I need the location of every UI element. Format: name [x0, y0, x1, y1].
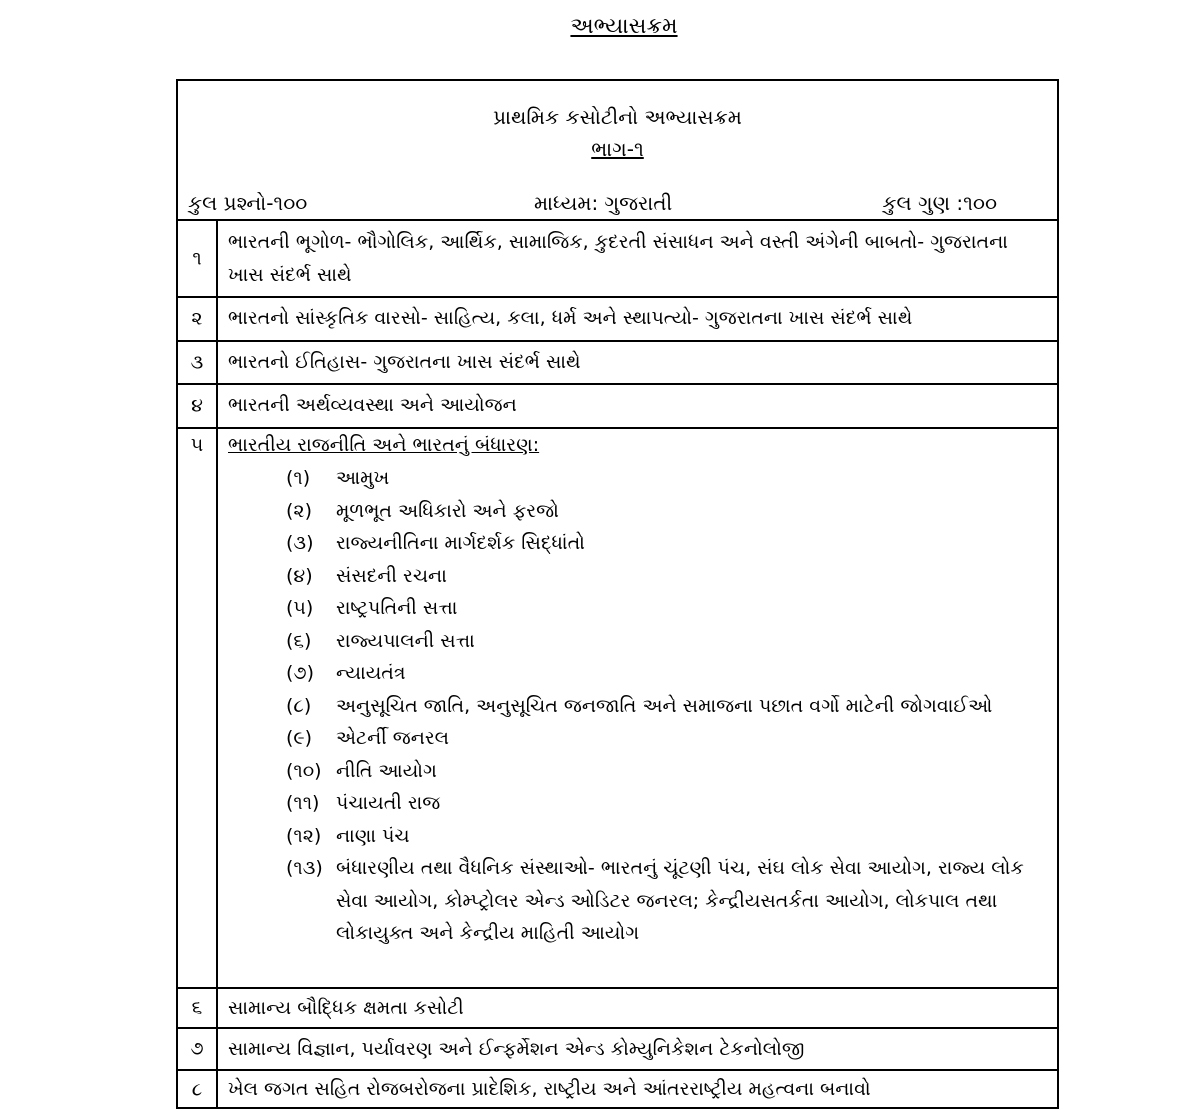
row-text: ભારતનો સાંસ્કૃતિક વારસો- સાહિત્ય, કલા, ધર્મ અને સ્થાપત્યો- ગુજરાતના ખાસ સંદર્ભ સાથે [228, 307, 913, 329]
list-marker: (૬) [286, 629, 312, 652]
row-text: સામાન્ય વિજ્ઞાન, પર્યાવરણ અને ઈન્ફર્મેશન એન્ડ કોમ્યુનિકેશન ટેકનોલોજી [228, 1038, 805, 1060]
syllabus-table [176, 79, 1059, 1109]
list-text: એટર્ની જનરલ [336, 727, 450, 749]
table-row [178, 298, 1057, 342]
list-text: મૂળભૂત અધિકારો અને ફરજો [336, 499, 559, 522]
list-text: રાજ્યપાલની સત્તા [336, 629, 475, 652]
row-number: ૧ [178, 221, 218, 296]
table-row [178, 385, 1057, 429]
row-number: ૫ [178, 429, 218, 987]
list-marker: (૫) [286, 597, 314, 619]
medium: માધ્યમ: ગુજરાતી [534, 191, 673, 215]
list-text: રાષ્ટ્રપતિની સત્તા [336, 597, 458, 619]
table-row [178, 221, 1057, 298]
table-row [178, 1029, 1057, 1071]
table-row [178, 989, 1057, 1029]
total-marks: કુલ ગુણ :૧૦૦ [882, 191, 997, 215]
list-item [228, 852, 1049, 950]
list-text: આમુખ [336, 467, 390, 489]
list-item [228, 657, 1049, 690]
list-item [228, 625, 1049, 658]
row-text: ભારતનો ઈતિહાસ- ગુજરાતના ખાસ સંદર્ભ સાથે [228, 351, 581, 373]
list-text: પંચાયતી રાજ [336, 792, 441, 814]
row-number: ૨ [178, 298, 218, 340]
section-title: ભારતીય રાજનીતિ અને ભારતનું બંધારણ: [228, 434, 540, 456]
table-row [178, 342, 1057, 385]
row-number: ૭ [178, 1029, 218, 1069]
list-marker: (૪) [286, 564, 313, 587]
list-item [228, 690, 1049, 723]
list-marker: (૧) [286, 467, 311, 489]
sub-list [228, 462, 1049, 950]
row-number: ૬ [178, 989, 218, 1027]
list-item [228, 787, 1049, 820]
list-marker: (૨) [286, 499, 312, 522]
row-text: ભારતની અર્થવ્યવસ્થા અને આયોજન [228, 394, 517, 416]
list-item [228, 820, 1049, 853]
table-header [178, 81, 1057, 221]
row-text: ભારતની ભૂગોળ- ભૌગોલિક, આર્થિક, સામાજિક, કુદરતી સંસાધન અને વસ્તી અંગેની બાબતો- ગુજરાતના ખાસ સંદર્ભ સાથે [228, 231, 1008, 286]
list-marker: (૭) [286, 662, 315, 684]
list-marker: (૧૦) [286, 759, 322, 782]
list-item [228, 462, 1049, 495]
list-marker: (૯) [286, 727, 313, 749]
row-number: ૪ [178, 385, 218, 427]
table-row [178, 1071, 1057, 1109]
list-marker: (૧૨) [286, 824, 322, 847]
list-text: અનુસૂચિત જાતિ, અનુસૂચિત જનજાતિ અને સમાજના પછાત વર્ગો માટેની જોગવાઈઓ [336, 694, 993, 717]
header-part: ભાગ-૧ [591, 137, 644, 161]
list-text: બંધારણીય તથા વૈધનિક સંસ્થાઓ- ભારતનું ચૂંટણી પંચ, સંઘ લોક સેવા આયોગ, રાજ્ય લોક સેવા આયોગ, કોમ્પ્ટ્રોલર એન્ડ ઓડિટર જનરલ; કેન્દ્રીયસતર્કતા આયોગ, લોકપાલ તથા લોકાયુક્ત અને કેન્દ્રીય માહિતી આયોગ [336, 857, 1024, 944]
list-text: રાજ્યનીતિના માર્ગદર્શક સિદ્ધાંતો [336, 532, 585, 554]
list-marker: (૩) [286, 532, 314, 554]
list-item [228, 755, 1049, 788]
page-title: અભ્યાસક્રમ [570, 14, 678, 39]
list-marker: (૮) [286, 694, 312, 717]
list-item [228, 495, 1049, 528]
list-text: નીતિ આયોગ [336, 759, 437, 782]
list-item [228, 527, 1049, 560]
row-number: ૩ [178, 342, 218, 383]
list-text: નાણા પંચ [336, 824, 410, 847]
list-marker: (૧૧) [286, 792, 320, 814]
row-content [228, 429, 1049, 950]
list-marker: (૧૩) [286, 857, 323, 879]
row-text: સામાન્ય બૌદ્ધિક ક્ષમતા કસોટી [228, 997, 464, 1019]
row-text: ખેલ જગત સહિત રોજબરોજના પ્રાદેશિક, રાષ્ટ્રીય અને આંતરરાષ્ટ્રીય મહત્વના બનાવો [228, 1078, 871, 1100]
list-item [228, 722, 1049, 755]
list-text: સંસદની રચના [336, 564, 447, 587]
table-row [178, 429, 1057, 989]
row-number: ૮ [178, 1071, 218, 1109]
list-text: ન્યાયતંત્ર [336, 662, 406, 684]
header-title: પ્રાથમિક કસોટીનો અભ્યાસક્રમ [493, 105, 742, 129]
list-item [228, 592, 1049, 625]
list-item [228, 560, 1049, 593]
total-questions: કુલ પ્રશ્નો-૧૦૦ [188, 191, 308, 215]
